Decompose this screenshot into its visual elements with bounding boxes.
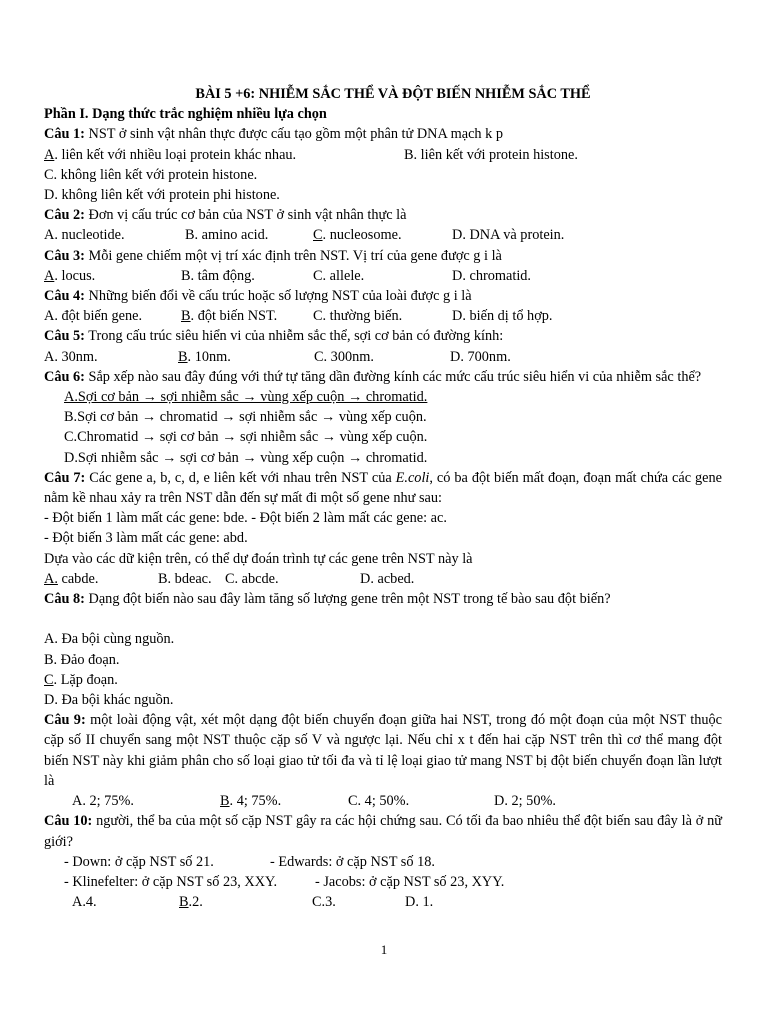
- option-b: B. Đảo đoạn.: [44, 651, 120, 668]
- option-d: D. 1.: [405, 894, 434, 911]
- option-b: B. 4; 75%.: [220, 793, 282, 810]
- options-row: [44, 791, 722, 811]
- question-stem: Trong cấu trúc siêu hiển vi của nhiễm sắc thể, sợi cơ bản có đường kính:: [84, 328, 504, 345]
- question-7: Câu 7: Các gene a, b, c, d, e liên kết với nhau trên NST của E.coli, có ba đột biến mất đoạn, đoạn mất chứa các gene nằm kề nhau xảy ra trên NST dẫn đến sự mất đi một số gene như sau: - Đột biến 1 làm mất các gene: bde. - Đột biến 2 làm mất các gene: ac. - Đột biến 3 làm mất các gene: abd. Dựa vào các dữ kiện trên, có thể dự đoán trình tự các gene trên NST này là A. cabde. B. bdeac. C. abcde. D. acbed.: [44, 468, 722, 589]
- option-a: A.4.: [72, 894, 97, 911]
- answer-key: B: [220, 793, 230, 810]
- option-d: D. biến dị tổ hợp.: [452, 308, 553, 325]
- question-label: Câu 10:: [44, 813, 93, 830]
- document-body: [44, 84, 722, 912]
- answer-key: C: [313, 227, 323, 244]
- answer-key: A: [44, 146, 55, 163]
- question-label: Câu 5:: [44, 328, 85, 345]
- question-label: Câu 3:: [44, 247, 85, 264]
- syndrome-row: [44, 852, 722, 872]
- question-6: [44, 367, 722, 468]
- question-stem: Đơn vị cấu trúc cơ bản của NST ở sinh vật nhân thực là: [84, 207, 407, 224]
- question-9: [44, 710, 722, 811]
- question-stem: Sắp xếp nào sau đây đúng với thứ tự tăng dần đường kính các mức cấu trúc siêu hiển vi của nhiễm sắc thể?: [84, 368, 702, 385]
- question-1: [44, 124, 722, 205]
- option-c: C. 300nm.: [314, 348, 374, 365]
- answer-key: B: [179, 894, 189, 911]
- option-a: A. 30nm.: [44, 348, 98, 365]
- option-a: A. locus.: [44, 267, 96, 284]
- option-a: A. cabde.: [44, 570, 99, 587]
- options-row: [44, 569, 722, 589]
- blank-line: [44, 609, 722, 629]
- option-b: B. amino acid.: [185, 227, 269, 244]
- option-d: D. 700nm.: [450, 348, 511, 365]
- mutation-line: - Đột biến 1 làm mất các gene: bde. - Đột biến 2 làm mất các gene: ac.: [44, 510, 447, 527]
- option-c: C.3.: [312, 894, 336, 911]
- question-10: [44, 811, 722, 912]
- option-a: A. Đa bội cùng nguồn.: [44, 631, 175, 648]
- question-4: [44, 286, 722, 326]
- section-heading: Phần I. Dạng thức trắc nghiệm nhiều lựa chọn: [44, 106, 327, 123]
- options-row: [44, 306, 722, 326]
- question-8: [44, 589, 722, 710]
- option-a: A. nucleotide.: [44, 227, 125, 244]
- question-stem: người, thể ba của một số cặp NST gây ra các hội chứng sau. Có tối đa bao nhiêu thể đột biến sau đây là ở nữ giới?: [44, 813, 722, 850]
- option-c: C.Chromatid → sợi cơ bản → sợi nhiễm sắc → vùng xếp cuộn.: [64, 429, 428, 446]
- option-c: C. Lặp đoạn.: [44, 671, 118, 688]
- correct-answer: A.Sợi cơ bản → sợi nhiễm sắc → vùng xếp cuộn → chromatid.: [64, 389, 428, 406]
- syndrome-down: - Down: ở cặp NST số 21.: [64, 853, 214, 870]
- options-row: [44, 225, 722, 245]
- answer-key: A: [44, 267, 55, 284]
- option-c: C. nucleosome.: [313, 227, 402, 244]
- question-stem: Dạng đột biến nào sau đây làm tăng số lượng gene trên một NST trong tế bào sau đột biến?: [84, 591, 611, 608]
- question-label: Câu 4:: [44, 288, 85, 305]
- question-label: Câu 9:: [44, 712, 86, 729]
- question-stem: NST ở sinh vật nhân thực được cấu tạo gồm một phân tử DNA mạch k p: [84, 126, 504, 143]
- option-b: B. bdeac.: [158, 570, 212, 587]
- question-label: Câu 1:: [44, 126, 85, 143]
- syndrome-edwards: - Edwards: ở cặp NST số 18.: [270, 853, 435, 870]
- option-d: D. Đa bội khác nguồn.: [44, 692, 174, 709]
- document-title: BÀI 5 +6: NHIỄM SẮC THỂ VÀ ĐỘT BIẾN NHIỄM SẮC THỂ: [195, 86, 591, 102]
- options-row: [44, 266, 722, 286]
- answer-key: A.: [44, 570, 58, 587]
- option-d: D. DNA và protein.: [452, 227, 565, 244]
- option-b: B.Sợi cơ bản → chromatid → sợi nhiễm sắc → vùng xếp cuộn.: [64, 409, 427, 426]
- answer-key: B: [178, 348, 188, 365]
- option-d: D. 2; 50%.: [494, 793, 556, 810]
- option-a: A. đột biến gene.: [44, 308, 143, 325]
- question-label: Câu 8:: [44, 591, 85, 608]
- question-label: Câu 2:: [44, 207, 85, 224]
- option-d: D. acbed.: [360, 570, 415, 587]
- option-d: D. chromatid.: [452, 267, 532, 284]
- option-c: C. 4; 50%.: [348, 793, 410, 810]
- option-b: B. tâm động.: [181, 267, 255, 284]
- question-stem: Mỗi gene chiếm một vị trí xác định trên NST. Vị trí của gene được g i là: [84, 247, 502, 264]
- option-a: A. liên kết với nhiều loại protein khác nhau.: [44, 146, 297, 163]
- option-c: C. allele.: [313, 267, 365, 284]
- species-name: E.coli: [395, 469, 430, 486]
- option-b: B. đột biến NST.: [181, 308, 278, 325]
- option-c: C. abcde.: [225, 570, 279, 587]
- option-b: B. liên kết với protein histone.: [404, 146, 578, 163]
- option-c: C. không liên kết với protein histone.: [44, 166, 258, 183]
- options-row: [44, 145, 722, 165]
- options-row: [44, 892, 722, 912]
- syndrome-klinefelter: - Klinefelter: ở cặp NST số 23, XXY.: [64, 873, 278, 890]
- options-row: [44, 347, 722, 367]
- option-a: A. 2; 75%.: [72, 793, 134, 810]
- question-label: Câu 7:: [44, 469, 86, 486]
- mutation-line: - Đột biến 3 làm mất các gene: abd.: [44, 530, 248, 547]
- question-stem: Các gene a, b, c, d, e liên kết với nhau trên NST của: [85, 469, 396, 486]
- option-b: B. 10nm.: [178, 348, 231, 365]
- question-5: [44, 326, 722, 366]
- answer-key: B: [181, 308, 191, 325]
- option-b: B.2.: [179, 894, 203, 911]
- question-label: Câu 6:: [44, 368, 85, 385]
- answer-key: C: [44, 671, 54, 688]
- question-prompt: Dựa vào các dữ kiện trên, có thể dự đoán trình tự các gene trên NST này là: [44, 550, 473, 567]
- option-d: D.Sợi nhiễm sắc → sợi cơ bản → vùng xếp cuộn → chromatid.: [64, 449, 428, 466]
- question-2: [44, 205, 722, 245]
- question-stem: một loài động vật, xét một dạng đột biến chuyển đoạn giữa hai NST, trong đó một đoạn của một NST thuộc cặp số II chuyển sang một NST thuộc cặp số V và ngược lại. Nếu chỉ x t đến hai cặp NST trên thì cơ thể mang đột biến NST này khi giảm phân cho số loại giao tử tối đa và tỉ lệ loại giao tử mang NST bị đột biến chuyển đoạn lần lượt là: [44, 712, 722, 789]
- syndrome-jacobs: - Jacobs: ở cặp NST số 23, XYY.: [315, 873, 505, 890]
- option-c: C. thường biến.: [313, 308, 403, 325]
- option-a: [44, 387, 722, 407]
- page-number: 1: [380, 942, 388, 957]
- syndrome-row: [44, 872, 722, 892]
- option-d: D. không liên kết với protein phi histone.: [44, 187, 280, 204]
- question-3: [44, 246, 722, 286]
- question-stem: Những biến đổi về cấu trúc hoặc số lượng NST của loài được g i là: [84, 288, 472, 305]
